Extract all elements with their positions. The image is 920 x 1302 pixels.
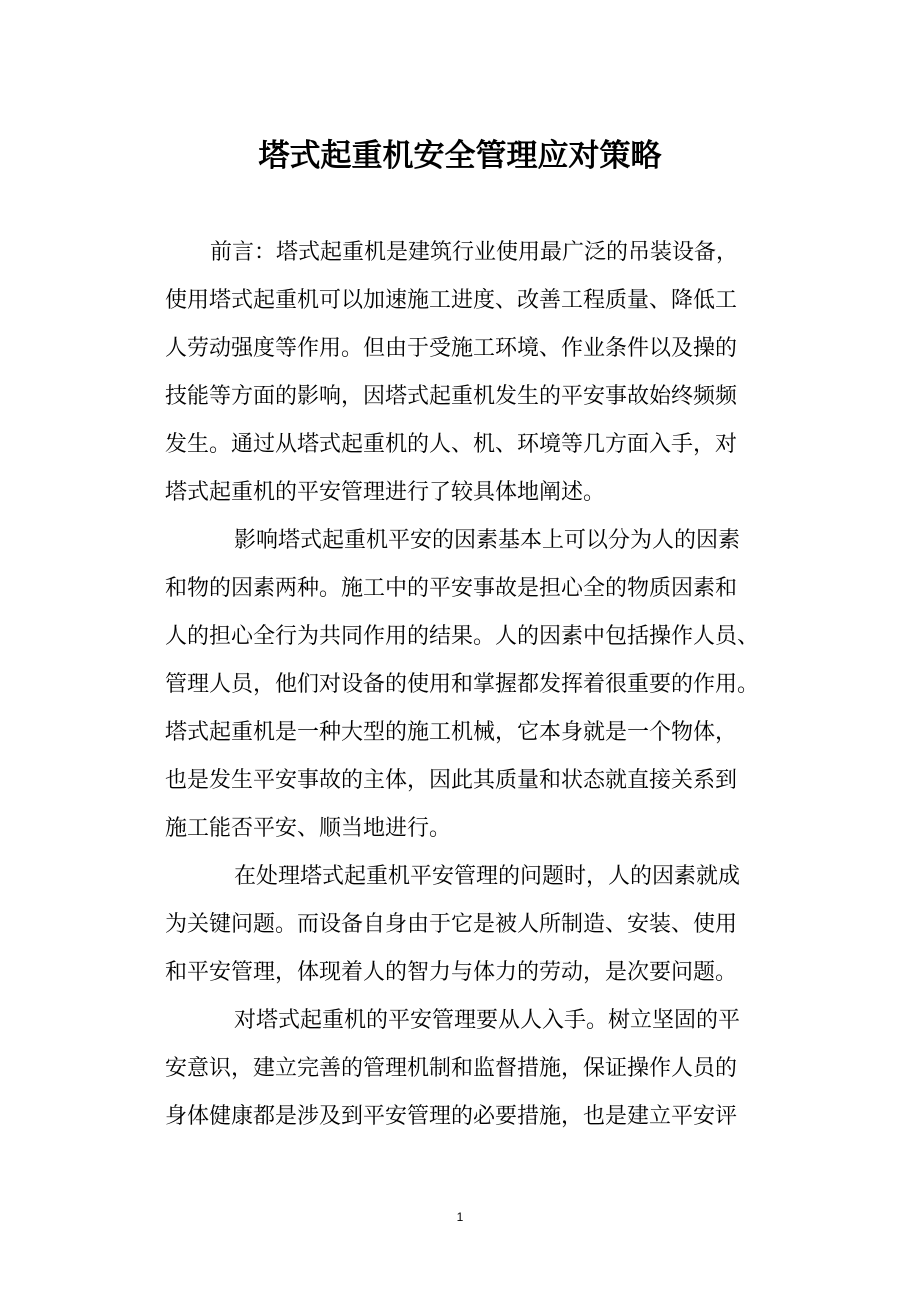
paragraph-line: 身体健康都是涉及到平安管理的必要措施，也是建立平安评 xyxy=(165,1104,738,1129)
paragraph-line: 前言：塔式起重机是建筑行业使用最广泛的吊装设备， xyxy=(210,240,739,265)
paragraph-line: 施工能否平安、顺当地进行。 xyxy=(165,816,452,841)
paragraph-line: 技能等方面的影响，因塔式起重机发生的平安事故始终频频 xyxy=(165,384,738,409)
page-title: 塔式起重机安全管理应对策略 xyxy=(258,138,662,174)
paragraph-line: 在处理塔式起重机平安管理的问题时，人的因素就成 xyxy=(234,864,741,889)
paragraph-line: 使用塔式起重机可以加速施工进度、改善工程质量、降低工 xyxy=(165,288,738,313)
paragraph-line: 人劳动强度等作用。但由于受施工环境、作业条件以及操的 xyxy=(165,336,738,361)
paragraph-line: 和平安管理，体现着人的智力与体力的劳动，是次要问题。 xyxy=(165,960,738,985)
paragraph-line: 对塔式起重机的平安管理要从人入手。树立坚固的平 xyxy=(234,1008,741,1033)
paragraph-line: 管理人员，他们对设备的使用和掌握都发挥着很重要的作用。 xyxy=(165,672,760,697)
paragraph-line: 塔式起重机的平安管理进行了较具体地阐述。 xyxy=(165,480,606,505)
paragraph-line: 塔式起重机是一种大型的施工机械，它本身就是一个物体， xyxy=(165,720,738,745)
paragraph-line: 影响塔式起重机平安的因素基本上可以分为人的因素 xyxy=(234,528,741,553)
paragraph-line: 安意识，建立完善的管理机制和监督措施，保证操作人员的 xyxy=(165,1056,738,1081)
paragraph-line: 和物的因素两种。施工中的平安事故是担心全的物质因素和 xyxy=(165,576,738,601)
page-number: 1 xyxy=(456,1210,464,1224)
paragraph-line: 也是发生平安事故的主体，因此其质量和状态就直接关系到 xyxy=(165,768,738,793)
paragraph-line: 为关键问题。而设备自身由于它是被人所制造、安装、使用 xyxy=(165,912,738,937)
paragraph-line: 发生。通过从塔式起重机的人、机、环境等几方面入手，对 xyxy=(165,432,738,457)
paragraph-line: 人的担心全行为共同作用的结果。人的因素中包括操作人员、 xyxy=(165,624,760,649)
